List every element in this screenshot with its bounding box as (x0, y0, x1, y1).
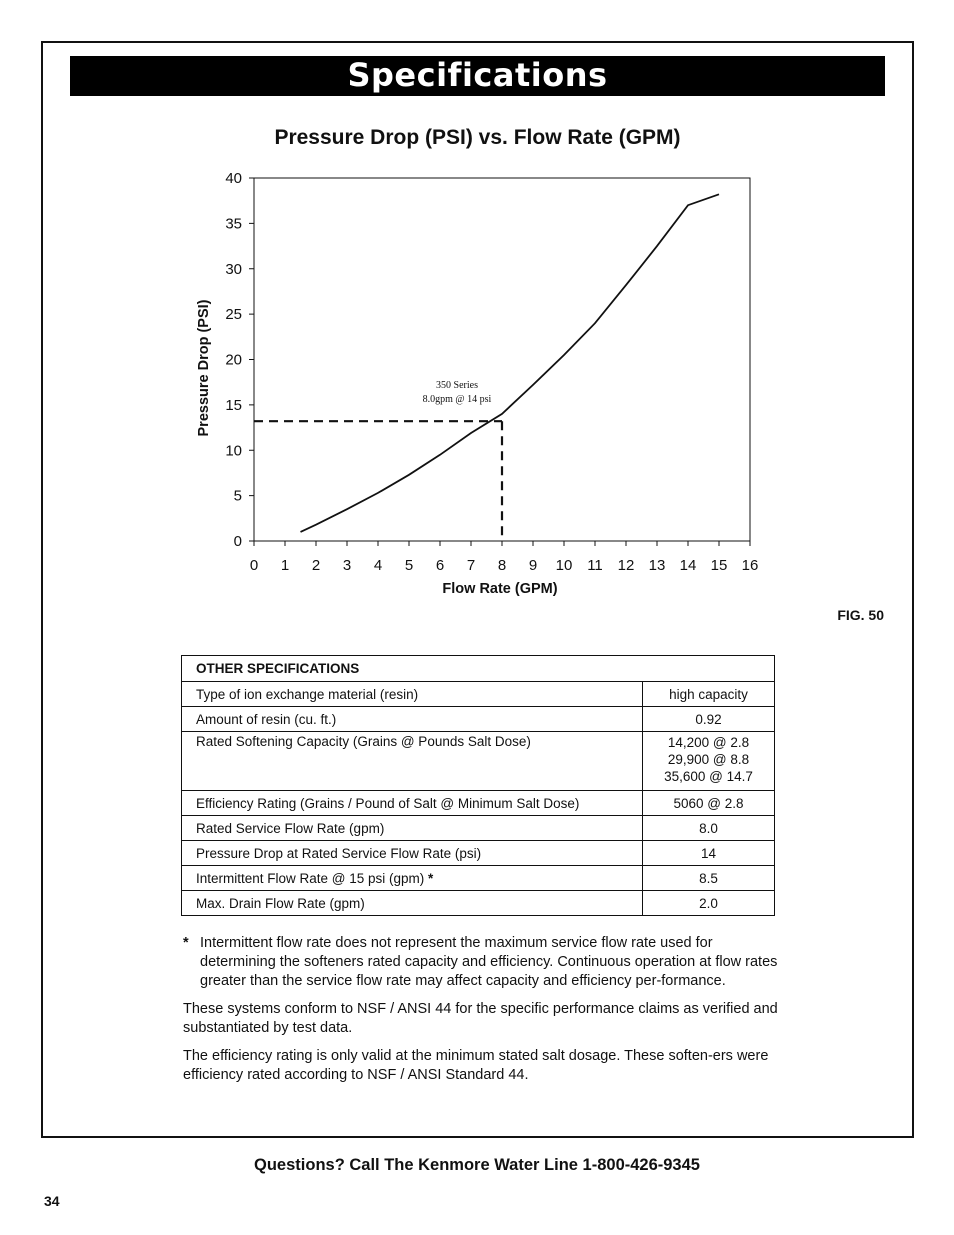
spec-value-line: 14,200 @ 2.8 (667, 735, 750, 750)
y-tick-label: 25 (225, 306, 242, 324)
spec-label: Amount of resin (cu. ft.) (182, 707, 643, 732)
spec-value-line: 35,600 @ 14.7 (664, 769, 753, 784)
page-number: 34 (44, 1193, 60, 1209)
spec-label: Pressure Drop at Rated Service Flow Rate (psi) (182, 841, 643, 866)
table-header-row (182, 656, 775, 682)
x-tick-label: 11 (587, 557, 603, 574)
spec-value: 0.92 (643, 707, 775, 732)
x-tick-label: 2 (311, 557, 321, 574)
x-tick-label: 12 (617, 557, 635, 574)
spec-label: Rated Service Flow Rate (gpm) (182, 816, 643, 841)
nsf-conformance-text: These systems conform to NSF / ANSI 44 for the specific performance claims as verified and substantiated by test data. (183, 1001, 778, 1036)
x-tick-label: 6 (435, 557, 445, 574)
y-tick-label: 5 (233, 487, 242, 505)
x-tick-label: 9 (528, 557, 538, 574)
x-axis (250, 541, 759, 574)
y-tick-label: 35 (225, 215, 242, 233)
spec-label: Max. Drain Flow Rate (gpm) (182, 891, 643, 916)
footnote-intermittent (183, 934, 783, 991)
y-tick-label: 0 (233, 533, 242, 550)
x-tick-label: 16 (741, 557, 759, 574)
y-tick-label: 20 (225, 351, 242, 369)
efficiency-note-text: The efficiency rating is only valid at the minimum stated salt dosage. These soften-ers were efficiency rated according to NSF / ANSI Standard 44. (183, 1048, 769, 1083)
asterisk-marker: * (428, 870, 434, 886)
table-row (182, 682, 775, 707)
spec-value: 5060 @ 2.8 (643, 791, 775, 816)
table-row (182, 707, 775, 732)
y-axis-label: Pressure Drop (PSI) (196, 299, 212, 437)
x-tick-label: 1 (280, 557, 290, 574)
spec-value: 8.0 (643, 816, 775, 841)
annotation-line: 8.0gpm @ 14 psi (422, 394, 492, 406)
spec-value: high capacity (643, 682, 775, 707)
chart-title: Pressure Drop (PSI) vs. Flow Rate (GPM) (274, 126, 681, 149)
y-tick-label: 10 (225, 442, 242, 460)
spec-value (643, 732, 775, 791)
table-row (182, 891, 775, 916)
x-tick-label: 7 (466, 557, 476, 574)
chart-annotation (423, 380, 492, 405)
spec-label: Efficiency Rating (Grains / Pound of Salt @ Minimum Salt Dose) (182, 791, 643, 816)
pressure-drop-curve (301, 194, 720, 532)
table-row (182, 732, 775, 791)
x-tick-label: 5 (404, 557, 414, 574)
figure-label: FIG. 50 (837, 607, 884, 623)
y-tick-label: 15 (225, 396, 242, 414)
y-tick-label: 30 (225, 260, 242, 278)
spec-value: 2.0 (643, 891, 775, 916)
spec-label: Type of ion exchange material (resin) (182, 682, 643, 707)
spec-label: Rated Softening Capacity (Grains @ Pounds Salt Dose) (182, 732, 643, 791)
x-tick-label: 15 (710, 557, 728, 574)
other-specifications-table (181, 655, 775, 916)
footer-helpline: Questions? Call The Kenmore Water Line 1-800-426-9345 (254, 1156, 700, 1174)
table-row (182, 841, 775, 866)
table-row (182, 816, 775, 841)
table-header: OTHER SPECIFICATIONS (182, 656, 775, 682)
x-tick-label: 8 (497, 557, 507, 574)
x-axis-label: Flow Rate (GPM) (442, 581, 558, 597)
y-tick-label: 40 (225, 170, 242, 187)
table-row (182, 791, 775, 816)
footnote-text: Intermittent flow rate does not represent the maximum service flow rate used for determining the softeners rated capacity and efficiency. Continuous operation at flow rates greater than the service flow rate may affect capacity and efficiency per-formance. (200, 935, 778, 989)
spec-label-cell (182, 866, 643, 891)
spec-value: 14 (643, 841, 775, 866)
asterisk-marker: * (183, 935, 189, 951)
notes-section (183, 934, 783, 1094)
table-row (182, 866, 775, 891)
section-banner: Specifications (70, 56, 885, 96)
x-tick-label: 0 (249, 557, 259, 574)
annotation-line: 350 Series (436, 380, 478, 392)
x-tick-label: 14 (679, 557, 697, 574)
x-tick-label: 10 (555, 557, 573, 574)
x-tick-label: 13 (648, 557, 666, 574)
x-tick-label: 3 (342, 557, 352, 574)
y-axis (225, 170, 254, 550)
x-tick-label: 4 (373, 557, 383, 574)
spec-value-line: 29,900 @ 8.8 (667, 752, 750, 767)
spec-label: Intermittent Flow Rate @ 15 psi (gpm) (196, 870, 425, 886)
spec-value: 8.5 (643, 866, 775, 891)
